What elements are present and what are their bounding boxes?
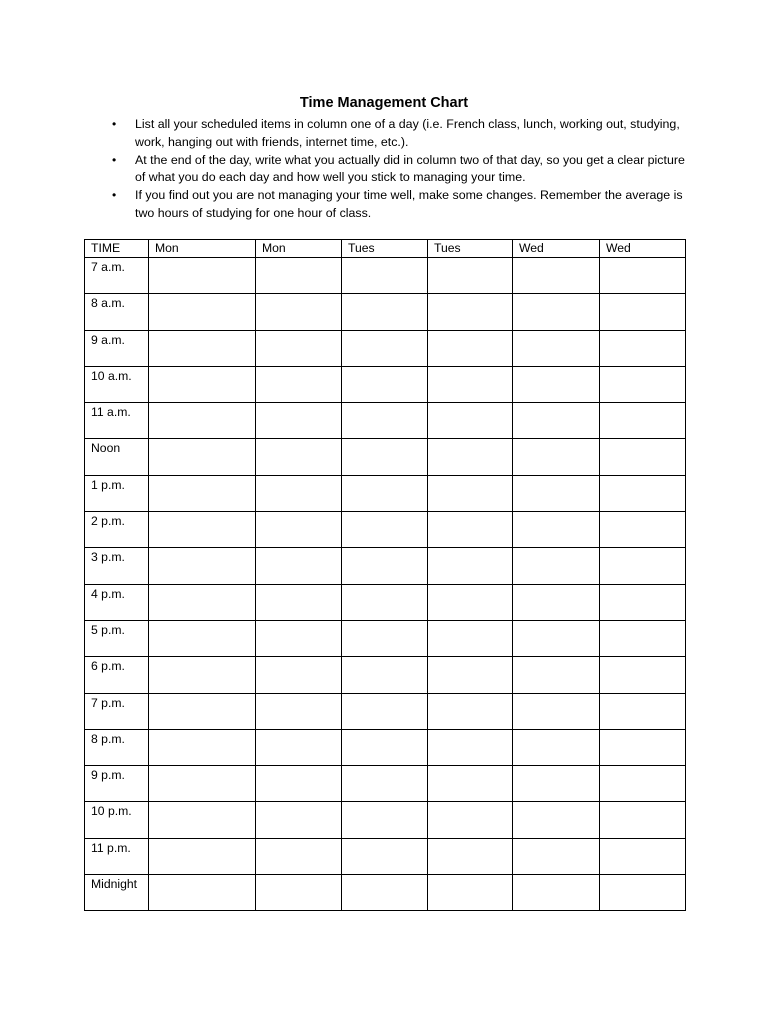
time-slot-label: 8 p.m. [85, 729, 149, 765]
table-row [85, 439, 686, 475]
schedule-cell [149, 366, 256, 402]
schedule-cell [513, 258, 600, 294]
schedule-cell [513, 729, 600, 765]
table-body [85, 258, 686, 911]
schedule-cell [149, 838, 256, 874]
schedule-cell [600, 294, 686, 330]
schedule-cell [149, 620, 256, 656]
schedule-cell [149, 802, 256, 838]
column-header: Wed [600, 240, 686, 258]
table-row [85, 584, 686, 620]
instruction-text: At the end of the day, write what you actually did in column two of that day, so you get a clear picture of what you do each day and how well you stick to managing your time. [135, 152, 685, 185]
schedule-cell [256, 475, 342, 511]
table-header-row [85, 240, 686, 258]
schedule-cell [342, 875, 428, 911]
schedule-cell [342, 838, 428, 874]
schedule-cell [342, 729, 428, 765]
time-slot-label: 9 p.m. [85, 766, 149, 802]
schedule-cell [513, 766, 600, 802]
schedule-cell [428, 766, 513, 802]
schedule-cell [342, 620, 428, 656]
page-title: Time Management Chart [299, 95, 469, 111]
schedule-cell [428, 330, 513, 366]
schedule-cell [513, 875, 600, 911]
schedule-cell [149, 439, 256, 475]
schedule-cell [256, 258, 342, 294]
schedule-cell [600, 838, 686, 874]
schedule-cell [513, 657, 600, 693]
schedule-cell [513, 802, 600, 838]
table-row [85, 403, 686, 439]
schedule-cell [428, 294, 513, 330]
schedule-cell [513, 294, 600, 330]
table-row [85, 548, 686, 584]
schedule-cell [149, 693, 256, 729]
table-row [85, 330, 686, 366]
schedule-cell [513, 475, 600, 511]
schedule-cell [256, 620, 342, 656]
schedule-cell [342, 657, 428, 693]
time-slot-label: 6 p.m. [85, 657, 149, 693]
schedule-cell [256, 875, 342, 911]
table-row [85, 620, 686, 656]
table-row [85, 693, 686, 729]
schedule-cell [428, 475, 513, 511]
table-row [85, 838, 686, 874]
table-row [85, 475, 686, 511]
column-header: Wed [513, 240, 600, 258]
table-row [85, 766, 686, 802]
time-management-table [84, 239, 686, 911]
schedule-cell [149, 875, 256, 911]
schedule-cell [600, 693, 686, 729]
schedule-cell [600, 475, 686, 511]
schedule-cell [513, 548, 600, 584]
schedule-cell [513, 366, 600, 402]
schedule-cell [256, 294, 342, 330]
schedule-cell [342, 258, 428, 294]
schedule-cell [428, 729, 513, 765]
schedule-cell [149, 729, 256, 765]
time-slot-label: 11 a.m. [85, 403, 149, 439]
schedule-cell [256, 403, 342, 439]
bullet-icon: • [112, 152, 117, 167]
time-slot-label: Noon [85, 439, 149, 475]
instruction-item [108, 152, 688, 188]
time-slot-label: 5 p.m. [85, 620, 149, 656]
schedule-cell [600, 875, 686, 911]
schedule-cell [428, 620, 513, 656]
schedule-cell [149, 548, 256, 584]
schedule-cell [513, 584, 600, 620]
schedule-cell [149, 584, 256, 620]
schedule-cell [342, 366, 428, 402]
schedule-cell [600, 584, 686, 620]
schedule-cell [342, 802, 428, 838]
schedule-cell [342, 294, 428, 330]
schedule-cell [149, 657, 256, 693]
instruction-item [108, 116, 688, 152]
schedule-cell [342, 548, 428, 584]
schedule-cell [428, 584, 513, 620]
schedule-cell [256, 366, 342, 402]
schedule-cell [342, 512, 428, 548]
column-header: Tues [428, 240, 513, 258]
schedule-cell [342, 330, 428, 366]
table-row [85, 512, 686, 548]
schedule-cell [342, 403, 428, 439]
column-header: TIME [85, 240, 149, 258]
column-header: Mon [149, 240, 256, 258]
schedule-cell [600, 548, 686, 584]
instruction-text: List all your scheduled items in column one of a day (i.e. French class, lunch, working out, studying, work, hanging out with friends, internet time, etc.). [135, 117, 680, 149]
table-row [85, 258, 686, 294]
schedule-cell [256, 729, 342, 765]
schedule-cell [600, 512, 686, 548]
schedule-cell [600, 366, 686, 402]
schedule-cell [600, 403, 686, 439]
instructions-list [108, 116, 688, 223]
schedule-cell [513, 330, 600, 366]
time-slot-label: 2 p.m. [85, 512, 149, 548]
schedule-cell [256, 657, 342, 693]
instruction-item [108, 187, 688, 223]
time-slot-label: 10 p.m. [85, 802, 149, 838]
schedule-cell [428, 403, 513, 439]
schedule-cell [256, 802, 342, 838]
schedule-cell [600, 258, 686, 294]
schedule-cell [149, 475, 256, 511]
table-row [85, 294, 686, 330]
schedule-cell [149, 512, 256, 548]
schedule-cell [600, 657, 686, 693]
table-row [85, 875, 686, 911]
schedule-cell [428, 838, 513, 874]
schedule-cell [256, 838, 342, 874]
schedule-cell [428, 802, 513, 838]
schedule-cell [428, 657, 513, 693]
schedule-cell [256, 548, 342, 584]
schedule-cell [513, 512, 600, 548]
schedule-cell [342, 693, 428, 729]
schedule-cell [149, 766, 256, 802]
schedule-cell [600, 330, 686, 366]
column-header: Mon [256, 240, 342, 258]
column-header: Tues [342, 240, 428, 258]
schedule-cell [513, 693, 600, 729]
schedule-cell [342, 584, 428, 620]
schedule-cell [428, 258, 513, 294]
schedule-cell [600, 766, 686, 802]
time-slot-label: 7 p.m. [85, 693, 149, 729]
schedule-cell [513, 439, 600, 475]
bullet-icon: • [112, 117, 117, 131]
schedule-cell [149, 330, 256, 366]
schedule-cell [149, 258, 256, 294]
schedule-cell [428, 366, 513, 402]
schedule-cell [256, 439, 342, 475]
schedule-cell [256, 512, 342, 548]
table-row [85, 366, 686, 402]
schedule-cell [428, 875, 513, 911]
time-slot-label: 11 p.m. [85, 838, 149, 874]
schedule-cell [600, 439, 686, 475]
time-slot-label: Midnight [85, 875, 149, 911]
table-row [85, 657, 686, 693]
schedule-cell [600, 729, 686, 765]
instruction-text: If you find out you are not managing your time well, make some changes. Remember the average is two hours of studying for one hour of class. [135, 188, 683, 220]
schedule-cell [342, 475, 428, 511]
schedule-cell [256, 584, 342, 620]
schedule-cell [428, 548, 513, 584]
schedule-cell [149, 294, 256, 330]
schedule-cell [342, 439, 428, 475]
schedule-cell [513, 403, 600, 439]
schedule-cell [513, 620, 600, 656]
schedule-cell [149, 403, 256, 439]
schedule-cell [428, 439, 513, 475]
schedule-cell [256, 766, 342, 802]
schedule-cell [256, 693, 342, 729]
table-row [85, 802, 686, 838]
schedule-cell [428, 693, 513, 729]
table-row [85, 729, 686, 765]
time-slot-label: 1 p.m. [85, 475, 149, 511]
time-slot-label: 7 a.m. [85, 258, 149, 294]
time-slot-label: 10 a.m. [85, 366, 149, 402]
schedule-cell [428, 512, 513, 548]
time-slot-label: 4 p.m. [85, 584, 149, 620]
schedule-cell [342, 766, 428, 802]
bullet-icon: • [112, 188, 117, 203]
schedule-cell [600, 802, 686, 838]
schedule-cell [513, 838, 600, 874]
schedule-cell [256, 330, 342, 366]
schedule-cell [600, 620, 686, 656]
time-slot-label: 8 a.m. [85, 294, 149, 330]
time-slot-label: 3 p.m. [85, 548, 149, 584]
time-slot-label: 9 a.m. [85, 330, 149, 366]
